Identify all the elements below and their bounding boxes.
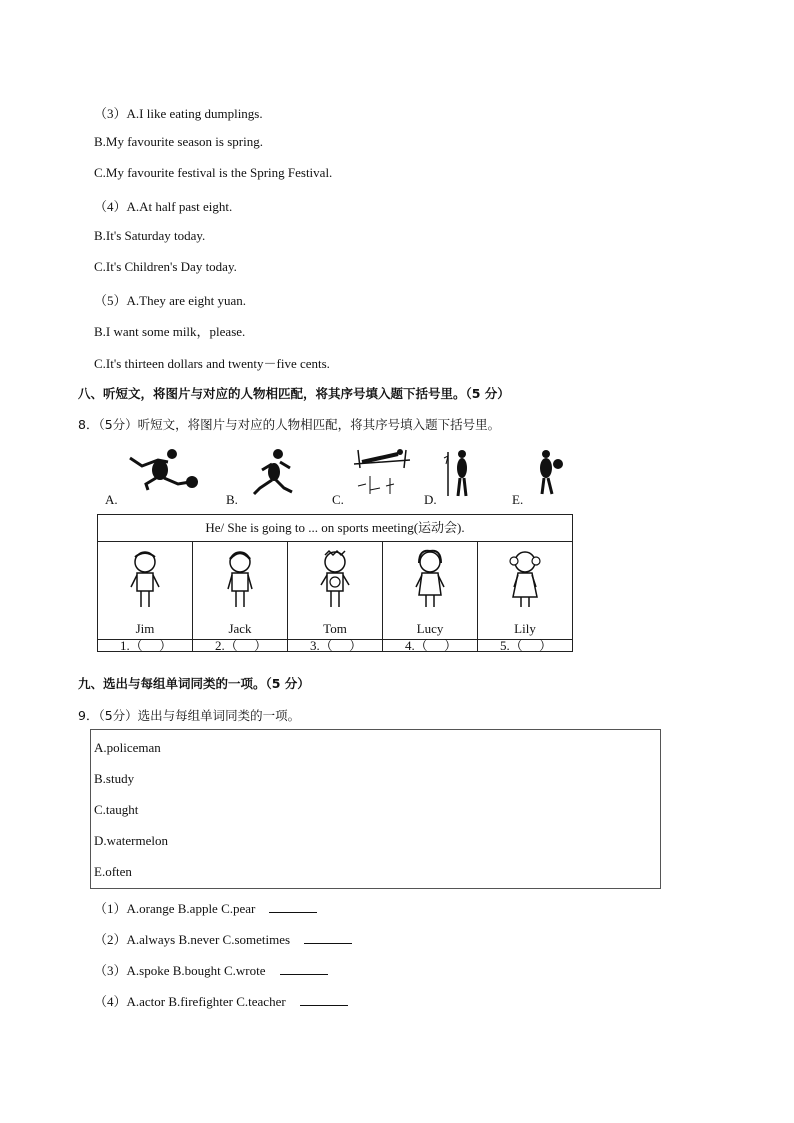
kid-name-jack: Jack xyxy=(228,621,252,636)
option-5b: B.I want some milk，please. xyxy=(94,324,246,339)
kid-cell xyxy=(98,541,193,639)
kid-cell xyxy=(193,541,288,639)
question-9: 9．（5分）选出与每组单词同类的一项。 xyxy=(78,708,301,723)
girl-icon xyxy=(508,549,542,611)
word-option-a: A.policeman xyxy=(94,740,161,755)
boy-icon xyxy=(128,549,162,611)
kid-cell xyxy=(288,541,383,639)
table-header: He/ She is going to ... on sports meeting(运动会). xyxy=(98,515,572,542)
high-jump-icon xyxy=(346,446,416,496)
word-option-c: C.taught xyxy=(94,802,139,817)
option-5a: （5）A.They are eight yuan. xyxy=(94,293,246,308)
kid-name-jim: Jim xyxy=(135,621,155,636)
answer-blank[interactable] xyxy=(280,963,328,975)
word-bank xyxy=(90,729,661,889)
football-player-icon xyxy=(120,446,200,492)
item-3: （3）A.spoke B.bought C.wrote xyxy=(94,960,328,979)
sport-label-a: A. xyxy=(105,492,118,507)
kid-name-lucy: Lucy xyxy=(416,621,444,636)
answer-blank[interactable] xyxy=(304,932,352,944)
answer-slot-2[interactable]: 2.（ ） xyxy=(193,639,288,651)
item-1: （1）A.orange B.apple C.pear xyxy=(94,898,317,917)
option-3b: B.My favourite season is spring. xyxy=(94,134,263,149)
word-option-b: B.study xyxy=(94,771,135,786)
kid-name-lily: Lily xyxy=(514,621,536,636)
sport-label-c: C. xyxy=(332,492,344,507)
word-option-e: E.often xyxy=(94,864,132,879)
sports-pictures xyxy=(100,446,576,510)
option-4c: C.It's Children's Day today. xyxy=(94,259,237,274)
girl-icon xyxy=(413,549,447,611)
item-4: （4）A.actor B.firefighter C.teacher xyxy=(94,991,348,1010)
option-5c: C.It's thirteen dollars and twenty－five cents. xyxy=(94,356,330,371)
matching-table xyxy=(97,514,573,652)
answer-slot-3[interactable]: 3.（ ） xyxy=(288,639,383,651)
answer-blank[interactable] xyxy=(269,901,317,913)
sport-label-e: E. xyxy=(512,492,524,507)
answer-blank[interactable] xyxy=(300,994,348,1006)
option-3a: （3）A.I like eating dumplings. xyxy=(94,106,263,121)
sport-label-d: D. xyxy=(424,492,437,507)
ball-thrower-icon xyxy=(530,446,570,498)
word-option-d: D.watermelon xyxy=(94,833,169,848)
question-8: 8．（5分）听短文，将图片与对应的人物相匹配，将其序号填入题下括号里。 xyxy=(78,417,501,432)
kid-cell xyxy=(478,541,572,639)
option-3c: C.My favourite festival is the Spring Festival. xyxy=(94,165,333,180)
section-8-heading: 八、听短文，将图片与对应的人物相匹配，将其序号填入题下括号里。（5 分） xyxy=(78,386,510,401)
kid-name-tom: Tom xyxy=(323,621,347,636)
boy-icon xyxy=(223,549,257,611)
option-4b: B.It's Saturday today. xyxy=(94,228,206,243)
kid-cell xyxy=(383,541,478,639)
answer-slot-1[interactable]: 1.（ ） xyxy=(98,639,193,651)
item-2: （2）A.always B.never C.sometimes xyxy=(94,929,352,948)
answer-slot-5[interactable]: 5.（ ） xyxy=(500,638,553,653)
boy-icon xyxy=(318,549,352,611)
runner-icon xyxy=(240,446,300,496)
pole-vault-icon xyxy=(440,446,480,498)
option-4a: （4）A.At half past eight. xyxy=(94,199,233,214)
answer-slot-4[interactable]: 4.（ ） xyxy=(383,639,478,651)
sport-label-b: B. xyxy=(226,492,238,507)
section-9-heading: 九、选出与每组单词同类的一项。（5 分） xyxy=(78,676,310,691)
